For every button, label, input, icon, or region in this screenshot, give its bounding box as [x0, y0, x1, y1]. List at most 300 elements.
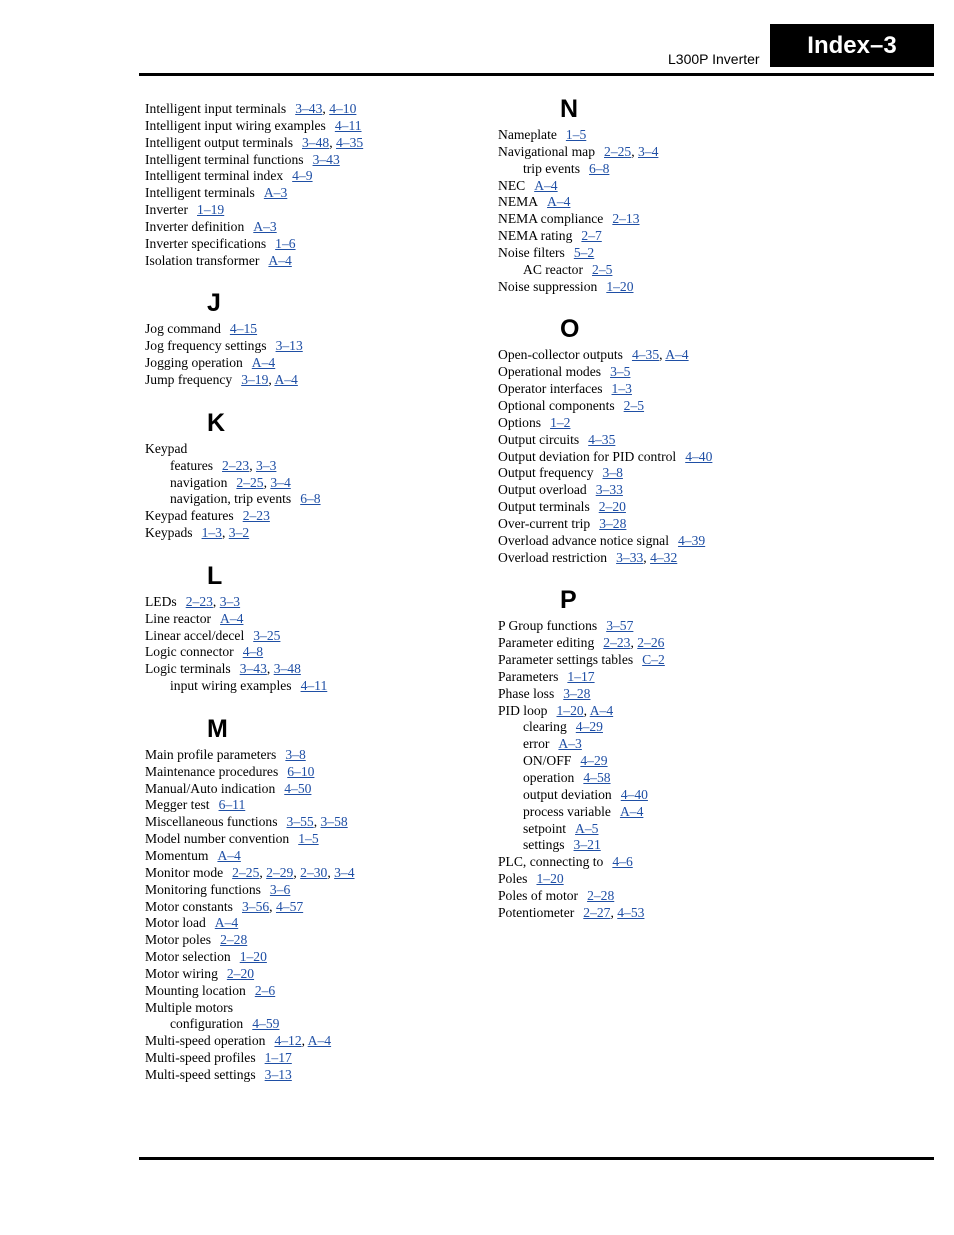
page-references [215, 915, 238, 930]
page-references [242, 899, 303, 914]
page-references [550, 415, 570, 430]
page-references [335, 118, 362, 133]
page-link[interactable]: 1–5 [298, 831, 319, 847]
page-link[interactable]: 2–23 [185, 593, 213, 609]
page-link[interactable]: A–4 [534, 177, 558, 193]
page-link[interactable]: 3–48 [273, 661, 301, 677]
page-references [284, 781, 311, 796]
page-references [563, 686, 590, 701]
index-term: Parameter settings tables [498, 652, 634, 668]
header-title: L300P Inverter [668, 51, 760, 67]
index-entry [145, 1000, 490, 1017]
index-subentry [498, 821, 838, 838]
page-link[interactable]: 3–58 [320, 814, 348, 830]
page-link[interactable]: A–3 [263, 185, 288, 201]
section-letter: J [207, 289, 221, 318]
index-term: Jog frequency settings [145, 338, 267, 354]
page-separator: , [610, 904, 618, 920]
page-references [298, 831, 318, 846]
page-link[interactable]: 1–17 [264, 1050, 292, 1066]
page-link[interactable]: A–4 [665, 347, 689, 363]
page-references [230, 321, 257, 336]
page-separator: , [263, 474, 271, 490]
index-term: Output frequency [498, 465, 594, 481]
section-letter: P [560, 586, 577, 615]
index-term: NEMA [498, 194, 539, 210]
index-entry [498, 871, 838, 888]
page-references [604, 144, 658, 159]
index-subentry [145, 475, 490, 492]
page-link[interactable]: 4–57 [275, 898, 304, 914]
index-term: operation [523, 770, 575, 785]
page-link[interactable]: 3–33 [595, 482, 623, 498]
index-entry [145, 135, 490, 152]
page-link[interactable]: A–4 [589, 702, 614, 718]
index-term: Motor selection [145, 949, 231, 965]
page-link[interactable]: 4–29 [575, 719, 603, 735]
page-link[interactable]: 3–13 [275, 338, 303, 354]
page-link[interactable]: 5–2 [573, 244, 595, 260]
index-term: Monitoring functions [145, 881, 261, 897]
page-link[interactable]: 3–6 [269, 881, 291, 897]
index-section [145, 101, 490, 269]
page-link[interactable]: 4–59 [252, 1016, 280, 1032]
page-link[interactable]: 2–29 [266, 864, 294, 880]
index-entry [145, 202, 490, 219]
page-link[interactable]: 2–28 [587, 887, 615, 903]
index-term: Motor constants [145, 898, 233, 914]
index-term: Multi-speed profiles [145, 1050, 256, 1066]
page-link[interactable]: 2–28 [220, 932, 248, 948]
index-entry [145, 1067, 490, 1084]
index-entry [498, 144, 838, 161]
index-entry [145, 781, 490, 798]
page-link[interactable]: A–3 [558, 736, 582, 752]
index-entry [145, 508, 490, 525]
index-term: input wiring examples [170, 678, 292, 694]
page-link[interactable]: 2–30 [300, 864, 328, 880]
page-references [253, 628, 280, 643]
page-link[interactable]: 4–39 [677, 532, 706, 548]
page-link[interactable]: 6–10 [287, 763, 315, 779]
page-link[interactable]: 3–3 [219, 593, 241, 609]
page-link[interactable]: 3–4 [334, 864, 355, 880]
page-references [599, 499, 626, 514]
page-references [252, 1016, 279, 1031]
index-entry [145, 831, 490, 848]
page-references [202, 525, 250, 540]
index-term: Inverter [145, 202, 189, 218]
index-term: navigation [170, 474, 228, 490]
index-term: Intelligent terminal index [145, 168, 284, 184]
page-references [576, 719, 603, 734]
page-link[interactable]: 3–2 [228, 525, 250, 541]
page-link[interactable]: 1–3 [201, 525, 222, 541]
page-link[interactable]: 1–20 [239, 949, 267, 965]
page-link[interactable]: 1–5 [565, 127, 587, 142]
index-section [498, 314, 838, 566]
index-term: Optional components [498, 397, 615, 413]
index-entry [498, 499, 838, 516]
index-term: Open-collector outputs [498, 347, 623, 363]
page-link[interactable]: 3–3 [256, 457, 277, 473]
page-link[interactable]: A–4 [274, 371, 298, 387]
index-term: Multi-speed operation [145, 1033, 266, 1049]
index-term: Inverter specifications [145, 235, 267, 251]
page-link[interactable]: 4–40 [620, 786, 648, 802]
page-link[interactable]: 3–21 [573, 837, 601, 853]
index-entry [145, 644, 490, 661]
page-link[interactable]: 4–11 [334, 117, 362, 133]
index-term: Mounting location [145, 982, 246, 998]
index-entry [145, 611, 490, 628]
page-link[interactable]: A–4 [217, 848, 241, 863]
page-link[interactable]: 3–43 [312, 151, 340, 167]
page-references [534, 178, 557, 193]
page-link[interactable]: 2–5 [623, 397, 645, 413]
page-link[interactable]: 2–23 [242, 508, 270, 524]
page-references [580, 753, 607, 768]
index-entry [498, 482, 838, 499]
page-link[interactable]: 4–32 [650, 549, 678, 565]
page-link[interactable]: 2–5 [592, 261, 613, 277]
page-separator: , [212, 593, 220, 609]
index-term: Logic terminals [145, 661, 231, 677]
page-references [536, 871, 563, 886]
page-link[interactable]: 6–8 [589, 160, 610, 176]
page-references [603, 635, 664, 650]
page-references [219, 797, 246, 812]
index-entry [498, 211, 838, 228]
index-term: Main profile parameters [145, 746, 277, 762]
page-link[interactable]: 3–13 [264, 1066, 292, 1082]
page-link[interactable]: 2–6 [254, 982, 276, 998]
page-link[interactable]: 3–8 [602, 465, 623, 481]
index-term: Intelligent input wiring examples [145, 117, 326, 133]
page-references [232, 865, 354, 880]
index-term: Jogging operation [145, 355, 243, 371]
page-link[interactable]: A–4 [307, 1033, 332, 1049]
page-link[interactable]: 3–43 [239, 661, 267, 677]
page-link[interactable]: A–4 [268, 252, 292, 268]
page-separator: , [269, 898, 276, 914]
index-entry [145, 338, 490, 355]
index-term: features [170, 457, 214, 473]
page-references [255, 983, 275, 998]
page-link[interactable]: 4–40 [685, 448, 713, 464]
index-term: Operator interfaces [498, 381, 603, 397]
index-entry [145, 747, 490, 764]
page-link[interactable]: 4–35 [335, 134, 364, 150]
index-entry [498, 686, 838, 703]
index-term: Phase loss [498, 685, 555, 701]
index-entry [145, 101, 490, 118]
page-link[interactable]: 3–43 [295, 101, 323, 116]
page-link[interactable]: 1–2 [550, 414, 571, 430]
page-references [243, 508, 270, 523]
index-term: Intelligent terminal functions [145, 151, 304, 167]
page-link[interactable]: 3–4 [638, 143, 659, 159]
index-entry [498, 364, 838, 381]
page-link[interactable]: 3–48 [302, 134, 330, 150]
page-references [558, 736, 581, 751]
page-separator: , [293, 864, 301, 880]
page-references [220, 611, 243, 626]
index-entry [145, 814, 490, 831]
index-term: Overload restriction [498, 549, 608, 565]
index-term: Multiple motors [145, 999, 233, 1015]
index-term: Over-current trip [498, 515, 591, 531]
index-term: AC reactor [523, 261, 584, 277]
index-entry [498, 432, 838, 449]
page-link[interactable]: 3–4 [270, 474, 291, 490]
page-references [620, 804, 643, 819]
page-link[interactable]: 6–8 [300, 491, 321, 507]
index-entry [498, 703, 838, 720]
page-link[interactable]: 3–57 [606, 618, 634, 634]
page-references [612, 381, 632, 396]
index-page-tab: Index–3 [770, 24, 934, 67]
index-entry [145, 983, 490, 1000]
page-link[interactable]: 3–19 [241, 371, 269, 387]
index-section [498, 94, 838, 295]
page-link[interactable]: 1–17 [567, 668, 595, 684]
page-separator: , [329, 134, 336, 150]
index-term: Keypads [145, 525, 193, 541]
index-term: trip events [523, 160, 581, 176]
page-link[interactable]: 3–55 [286, 814, 314, 830]
page-references [285, 747, 305, 762]
index-entry [145, 848, 490, 865]
index-column-right [498, 94, 838, 922]
index-term: Line reactor [145, 610, 212, 626]
index-entry [145, 1033, 490, 1050]
page-link[interactable]: 4–53 [617, 904, 645, 920]
page-link[interactable]: 4–11 [300, 678, 328, 694]
page-references [222, 458, 276, 473]
page-link[interactable]: 4–12 [274, 1033, 302, 1049]
index-term: Parameter editing [498, 635, 595, 651]
page-separator: , [259, 864, 267, 880]
index-column-left [145, 101, 490, 1084]
index-entry [145, 865, 490, 882]
page-link[interactable]: 2–27 [583, 904, 611, 920]
page-link[interactable]: 2–26 [637, 635, 665, 651]
page-link[interactable]: 4–10 [329, 101, 357, 116]
page-separator: , [322, 101, 330, 116]
index-term: NEC [498, 177, 526, 193]
index-term: Options [498, 414, 542, 430]
index-entry [498, 854, 838, 871]
index-subentry [145, 491, 490, 508]
index-term: Isolation transformer [145, 252, 260, 268]
index-term: Keypad [145, 440, 188, 456]
page-link[interactable]: 1–6 [275, 235, 296, 251]
index-subentry [498, 787, 838, 804]
page-references [227, 966, 254, 981]
index-subentry [145, 1016, 490, 1033]
page-link[interactable]: 3–28 [563, 685, 591, 701]
page-link[interactable]: 2–23 [603, 635, 631, 651]
page-link[interactable]: 1–20 [536, 871, 564, 887]
page-link[interactable]: 3–56 [241, 898, 270, 914]
page-references [274, 1033, 331, 1048]
page-link[interactable]: 4–15 [229, 321, 258, 337]
page-link[interactable]: 4–58 [583, 770, 611, 785]
index-entry [145, 253, 490, 270]
page-references [606, 279, 633, 294]
page-link[interactable]: 4–29 [580, 753, 608, 769]
page-references [575, 821, 598, 836]
index-section [145, 408, 490, 542]
index-term: Output circuits [498, 431, 580, 447]
page-link[interactable]: 4–50 [284, 780, 312, 796]
page-separator: , [266, 661, 274, 677]
page-link[interactable]: 4–35 [588, 431, 616, 447]
page-references [220, 932, 247, 947]
index-entry [145, 525, 490, 542]
index-term: Operational modes [498, 364, 602, 380]
index-term: Keypad features [145, 508, 234, 524]
page-link[interactable]: A–4 [214, 915, 239, 931]
index-entry [498, 533, 838, 550]
page-references [583, 770, 610, 785]
page-references [596, 482, 623, 497]
page-link[interactable]: A–4 [547, 194, 571, 210]
page-references [567, 669, 594, 684]
page-references [295, 101, 356, 116]
page-references [678, 533, 705, 548]
index-subentry [498, 262, 838, 279]
page-link[interactable]: 1–19 [197, 202, 225, 218]
index-section [145, 714, 490, 1084]
page-references [265, 1067, 292, 1082]
index-term: P Group functions [498, 618, 598, 634]
index-entry [145, 185, 490, 202]
index-term: PID loop [498, 702, 548, 718]
page-link[interactable]: 2–25 [236, 474, 264, 490]
index-term: Potentiometer [498, 904, 575, 920]
page-references [603, 465, 623, 480]
page-references [612, 211, 639, 226]
index-section [145, 288, 490, 388]
index-term: settings [523, 837, 565, 853]
page-link[interactable]: 1–20 [556, 702, 584, 718]
page-link[interactable]: 2–25 [232, 864, 260, 880]
page-references [301, 678, 328, 693]
page-references [287, 814, 348, 829]
index-term: process variable [523, 803, 611, 819]
section-letter: O [560, 315, 580, 344]
index-entry [145, 661, 490, 678]
page-link[interactable]: 2–25 [604, 143, 632, 159]
page-references [566, 127, 586, 142]
page-references [243, 644, 263, 659]
page-link[interactable]: 4–8 [242, 644, 264, 660]
index-subentry [498, 804, 838, 821]
page-references [287, 764, 314, 779]
index-entry [498, 398, 838, 415]
page-link[interactable]: 3–8 [285, 746, 306, 762]
page-link[interactable]: A–4 [220, 610, 244, 626]
index-term: Noise suppression [498, 278, 598, 294]
page-link[interactable]: C–2 [642, 652, 665, 668]
index-term: navigation, trip events [170, 491, 292, 507]
index-entry [145, 932, 490, 949]
index-term: Motor poles [145, 932, 212, 948]
index-term: Output terminals [498, 499, 590, 515]
page-separator: , [268, 371, 275, 387]
page-link[interactable]: 2–20 [226, 965, 255, 981]
index-subentry [145, 458, 490, 475]
page-references [599, 516, 626, 531]
page-link[interactable]: A–3 [253, 218, 277, 234]
page-link[interactable]: A–4 [251, 355, 276, 371]
page-separator: , [301, 1033, 308, 1049]
page-references [270, 882, 290, 897]
page-link[interactable]: 3–5 [610, 364, 631, 380]
page-link[interactable]: 4–35 [631, 347, 660, 363]
page-link[interactable]: 2–7 [581, 228, 602, 244]
page-references [268, 253, 291, 268]
page-separator: , [659, 347, 666, 363]
page-link[interactable]: 1–3 [611, 381, 632, 397]
index-entry [498, 381, 838, 398]
index-entry [145, 355, 490, 372]
index-entry [145, 949, 490, 966]
index-entry [498, 618, 838, 635]
page-references [264, 185, 287, 200]
index-entry [145, 118, 490, 135]
index-term: PLC, connecting to [498, 854, 604, 870]
page-link[interactable]: 2–20 [598, 499, 626, 515]
page-references [642, 652, 665, 667]
section-letter: M [207, 714, 228, 743]
index-entry [145, 797, 490, 814]
page-link[interactable]: 3–33 [616, 549, 644, 565]
page-references [276, 338, 303, 353]
index-entry [498, 516, 838, 533]
page-link[interactable]: 4–9 [292, 168, 313, 184]
index-entry [145, 219, 490, 236]
page-references [610, 364, 630, 379]
page-link[interactable]: 3–25 [253, 627, 281, 643]
index-term: Logic connector [145, 644, 234, 660]
page-references [197, 202, 224, 217]
page-link[interactable]: 3–28 [599, 515, 627, 531]
page-references [253, 219, 276, 234]
index-term: Megger test [145, 797, 210, 813]
page-link[interactable]: 1–20 [606, 278, 634, 294]
page-separator: , [583, 702, 590, 718]
index-term: Miscellaneous functions [145, 814, 278, 830]
page-references [574, 837, 601, 852]
page-link[interactable]: A–5 [575, 820, 599, 836]
index-term: Output deviation for PID control [498, 448, 677, 464]
page-link[interactable]: A–4 [619, 803, 644, 819]
page-references [547, 194, 570, 209]
page-link[interactable]: 4–6 [612, 854, 633, 870]
page-link[interactable]: 2–13 [612, 211, 640, 227]
page-references [300, 491, 320, 506]
page-link[interactable]: 6–11 [218, 797, 246, 813]
index-entry [498, 669, 838, 686]
index-entry [145, 236, 490, 253]
index-entry [498, 127, 838, 144]
index-term: Maintenance procedures [145, 763, 279, 779]
index-term: Nameplate [498, 127, 557, 142]
page-link[interactable]: 2–23 [222, 457, 250, 473]
